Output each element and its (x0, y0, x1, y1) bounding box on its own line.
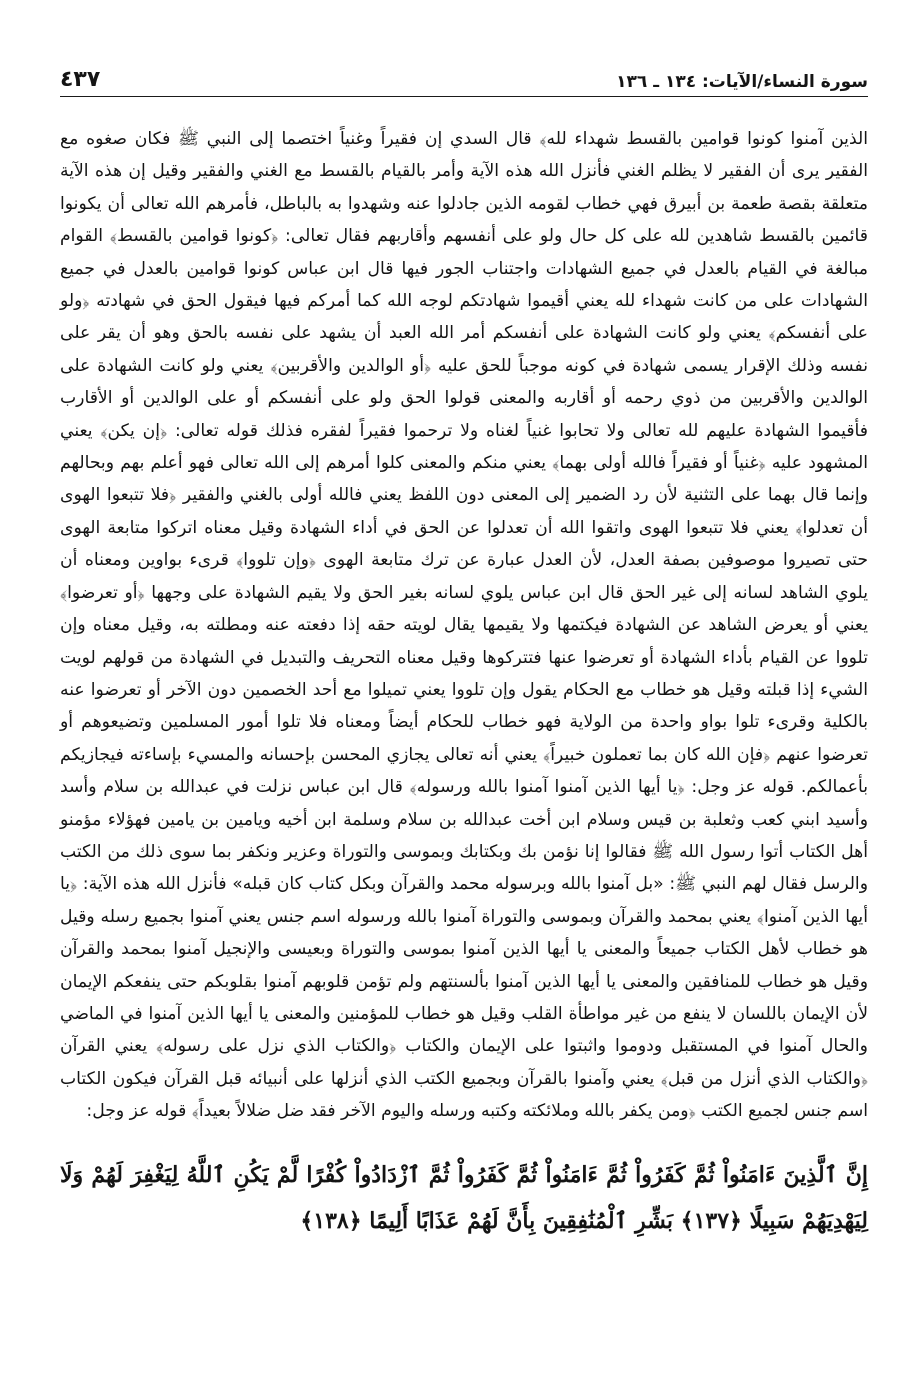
running-title: سورة النساء/الآيات: ١٣٤ ـ ١٣٦ (616, 72, 868, 92)
commentary-paragraph: الذين آمنوا كونوا قوامين بالقسط شهداء لله﴾ قال السدي إن فقيراً وغنياً اختصما إلى النبي ﷺ فكان صغوه مع الفقير يرى أن الفقير لا يظلم الغني فأنزل الله هذه الآية وأمر بالقيام بالقسط مع الغني والفقير وقيل إن هذه الآية متعلقة بقصة طعمة بن أبيرق فهي خطاب لقومه الذين جادلوا عنه وشهدوا به بالباطل، فأمرهم الله تعالى أن يكونوا قائمين بالقسط شاهدين لله على كل حال ولو على أنفسهم وأقاربهم فقال تعالى: ﴿كونوا قوامين بالقسط﴾ القوام مبالغة في القيام بالعدل في جميع الشهادات واجتناب الجور فيها قال ابن عباس كونوا قوامين بالعدل في جميع الشهادات على من كانت شهداء لله يعني أقيموا شهادتكم لوجه الله كما أمركم فيها فيقول الحق في شهادته ﴿ولو على أنفسكم﴾ يعني ولو كانت الشهادة على أنفسكم أمر الله العبد أن يشهد على نفسه بالحق وهو أن يقر على نفسه وذلك الإقرار يسمى شهادة في كونه موجباً للحق عليه ﴿أو الوالدين والأقربين﴾ يعني ولو كانت الشهادة على الوالدين والأقربين من ذوي رحمه أو أقاربه والمعنى قولوا الحق ولو على أنفسكم أو على الوالدين أو الأقارب فأقيموا الشهادة عليهم لله تعالى ولا تحابوا غنياً لغناه ولا ترحموا فقيراً لفقره فذلك قوله تعالى: ﴿إن يكن﴾ يعني المشهود عليه ﴿غنياً أو فقيراً فالله أولى بهما﴾ يعني منكم والمعنى كلوا أمرهم إلى الله تعالى فهو أعلم بهم وبحالهم وإنما قال بهما على التثنية لأن رد الضمير إلى المعنى دون اللفظ يعني فالله أولى بالغني والفقير ﴿فلا تتبعوا الهوى أن تعدلوا﴾ يعني فلا تتبعوا الهوى واتقوا الله أن تعدلوا عن الحق في أداء الشهادة وقيل معناه اتركوا متابعة الهوى حتى تصيروا موصوفين بصفة العدل، لأن العدل عبارة عن ترك متابعة الهوى ﴿وإن تلووا﴾ قرىء بواوين ومعناه أن يلوي الشاهد لسانه إلى غير الحق قال ابن عباس يلوي لسانه بغير الحق ولا يقيم الشهادة على وجهها ﴿أو تعرضوا﴾ يعني أو يعرض الشاهد عن الشهادة فيكتمها ولا يقيمها يقال لويته حقه إذا دفعته عنه ومطلته به، وقيل معناه وإن تلووا عن القيام بأداء الشهادة أو تعرضوا عنها فتتركوها وقيل معناه التحريف والتبديل في الشهادة من قولهم لويت الشيء إذا قبلته وقيل هو خطاب مع الحكام يقول وإن تلووا يعني تميلوا مع أحد الخصمين دون الآخر أو تعرضوا عنه بالكلية وقرىء تلوا بواو واحدة من الولاية فهو خطاب للحكام أيضاً ومعناه فلا تلوا أمور المسلمين وتضيعوهم أو تعرضوا عنهم ﴿فإن الله كان بما تعملون خبيراً﴾ يعني أنه تعالى يجازي المحسن بإحسانه والمسيء بإساءته فيجازيكم بأعمالكم. قوله عز وجل: ﴿يا أيها الذين آمنوا آمنوا بالله ورسوله﴾ قال ابن عباس نزلت في عبدالله بن سلام وأسد وأسيد ابني كعب وثعلبة بن قيس وسلام ابن أخت عبدالله بن سلام وسلمة ابن أخيه ويامين بن يامين فهؤلاء مؤمنو أهل الكتاب أتوا رسول الله ﷺ فقالوا إنا نؤمن بك وبكتابك وبموسى والتوراة وعزير ونكفر بما سوى ذلك من الكتب والرسل فقال لهم النبي ﷺ: «بل آمنوا بالله وبرسوله محمد والقرآن وبكل كتاب كان قبله» فأنزل الله هذه الآية: ﴿يا أيها الذين آمنوا﴾ يعني بمحمد والقرآن وبموسى والتوراة آمنوا بالله ورسوله اسم جنس يعني آمنوا بجميع رسله وقيل هو خطاب لأهل الكتاب جميعاً والمعنى يا أيها الذين آمنوا بموسى والتوراة وبعيسى والإنجيل آمنوا بمحمد والقرآن وقيل هو خطاب للمنافقين والمعنى يا أيها الذين آمنوا بألسنتهم ولم تؤمن قلوبهم آمنوا بقلوبكم حتى ينفعكم الإيمان لأن الإيمان باللسان لا ينفع من غير مواطأة القلب وقيل هو خطاب للمؤمنين والمعنى يا أيها الذين آمنوا في الماضي والحال آمنوا في المستقبل ودوموا واثبتوا على الإيمان والكتاب ﴿والكتاب الذي نزل على رسوله﴾ يعني القرآن ﴿والكتاب الذي أنزل من قبل﴾ يعني وآمنوا بالقرآن وبجميع الكتب الذي أنزلها على أنبيائه قبل القرآن فيكون الكتاب اسم جنس لجميع الكتب ﴿ومن يكفر بالله وملائكته وكتبه ورسله واليوم الآخر فقد ضل ضلالاً بعيداً﴾ قوله عز وجل: (60, 129, 868, 1122)
book-page (60, 56, 868, 1356)
page-header (60, 56, 868, 97)
quran-verse-block (60, 1152, 868, 1244)
quran-verse: إِنَّ ٱلَّذِينَ ءَامَنُواْ ثُمَّ كَفَرُواْ ثُمَّ ءَامَنُواْ ثُمَّ كَفَرُواْ ثُمَّ ٱزْدَادُواْ كُفْرًا لَّمْ يَكُنِ ٱللَّهُ لِيَغْفِرَ لَهُمْ وَلَا لِيَهْدِيَهُمْ سَبِيلًا ﴿١٣٧﴾ بَشِّرِ ٱلْمُنَٰفِقِينَ بِأَنَّ لَهُمْ عَذَابًا أَلِيمًا ﴿١٣٨﴾ (60, 1161, 868, 1234)
page-number: ٤٣٧ (60, 67, 101, 92)
commentary-text (60, 123, 868, 1128)
